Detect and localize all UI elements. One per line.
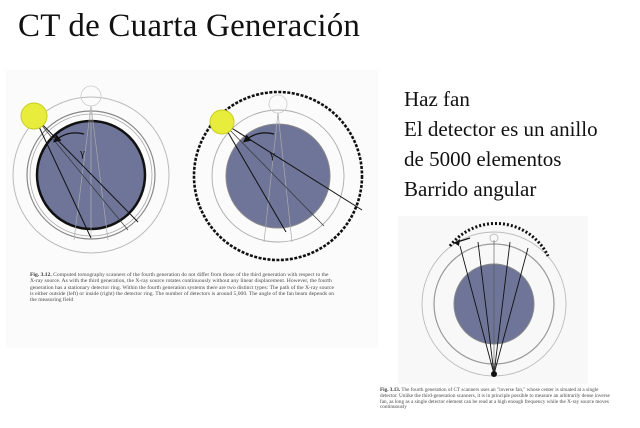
bullet-item: El detector es un anillo bbox=[404, 117, 598, 141]
gamma-label-2: γ bbox=[270, 149, 275, 161]
diagram-source-outside bbox=[13, 86, 169, 253]
caption-text-left: Computed tomography scanners of the fourth generation do not differ from those of the third generation with respect to the X-ray source. As with the third generation, the X-ray source rotates continuously without any linear displacement. However, the fourth generation has a stationary detector ring. Within the fourth generation systems there are two distinct types: The path of the X-ray source is either outside (left) or inside (right) the detector ring. The number of detectors is around 5,000. The angle of the fan beam depends on the measuring field bbox=[30, 272, 335, 303]
figure-left-caption bbox=[30, 272, 335, 303]
gamma-label-1: γ bbox=[80, 147, 85, 159]
slide-title: CT de Cuarta Generación bbox=[18, 8, 361, 44]
caption-label-right: Fig. 3.13. bbox=[380, 387, 401, 393]
diagram-source-inside bbox=[194, 92, 362, 260]
figure-right-caption bbox=[380, 388, 616, 411]
caption-text-right: The fourth generation of CT scanners uses an "inverse fan," whose center is situated at a single detector. Unlike the third-generation scanners, it is in principle possible to measure an arbitrarily dense inverse fan, as long as a single detector element can be read at a high enough frequency while the X-ray source moves continuously bbox=[380, 387, 610, 411]
xray-source-icon bbox=[21, 103, 47, 129]
bullet-list bbox=[404, 84, 598, 204]
object-disc-2 bbox=[226, 124, 330, 228]
bullet-item: Haz fan bbox=[404, 87, 470, 111]
figure-diagrams bbox=[6, 70, 378, 348]
figure-inverse-fan-diagram bbox=[398, 216, 588, 384]
bullet-item: Barrido angular bbox=[404, 177, 537, 201]
figure-inverse-fan bbox=[398, 216, 588, 384]
caption-label-left: Fig. 3.12. bbox=[30, 272, 52, 278]
detector-element-icon bbox=[491, 371, 497, 377]
figure-fourth-generation bbox=[6, 70, 378, 348]
bullet-item: de 5000 elementos bbox=[404, 147, 562, 171]
xray-source-icon-2 bbox=[210, 110, 234, 134]
